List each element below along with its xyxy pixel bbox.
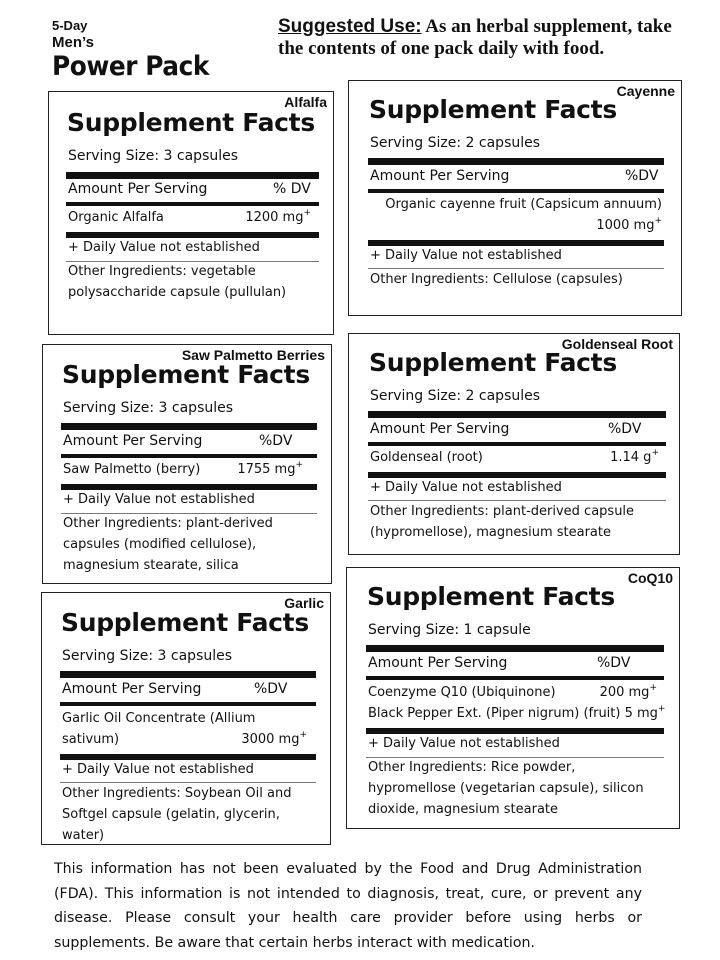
alfalfa-panel xyxy=(48,91,334,335)
panel-title: Supplement Facts xyxy=(61,608,309,637)
suggested-use xyxy=(278,16,698,60)
mens-label: Men’s xyxy=(52,34,94,51)
ingredient-name: Organic cayenne fruit (Capsicum annuum) xyxy=(385,197,662,212)
other-ingredients: magnesium stearate, silica xyxy=(63,558,239,573)
dv-header: %DV xyxy=(254,681,288,697)
panel-tag: Alfalfa xyxy=(284,94,327,110)
other-ingredients: capsules (modified cellulose), xyxy=(63,537,257,552)
dv-header: % DV xyxy=(273,181,311,197)
thick-rule xyxy=(366,645,664,652)
thick-rule xyxy=(61,423,317,430)
medium-rule xyxy=(66,202,319,206)
serving-size: Serving Size: 3 capsules xyxy=(63,400,234,416)
ingredient-name: Organic Alfalfa xyxy=(68,210,164,225)
other-ingredients: Other Ingredients: vegetable xyxy=(68,264,256,279)
five-day-label: 5-Day xyxy=(52,18,88,33)
ingredient-amount: 1000 mg+ xyxy=(596,216,662,233)
panel-tag: Cayenne xyxy=(616,83,675,99)
saw-palmetto-panel xyxy=(42,344,332,584)
amount-header: Amount Per Serving xyxy=(63,433,203,449)
thick-rule xyxy=(66,172,319,179)
goldenseal-panel xyxy=(348,333,680,555)
serving-size: Serving Size: 2 capsules xyxy=(370,388,541,404)
panel-title: Supplement Facts xyxy=(367,582,615,611)
ingredient-name: Coenzyme Q10 (Ubiquinone) xyxy=(368,685,556,700)
suggested-use-text: As an herbal supplement, take the contents of one pack daily with food. xyxy=(278,16,672,59)
medium-rule xyxy=(60,702,316,706)
suggested-use-label: Suggested Use: xyxy=(278,16,422,37)
other-ingredients: Other Ingredients: Rice powder, xyxy=(368,760,576,775)
other-ingredients: water) xyxy=(62,828,105,843)
dv-note: + Daily Value not established xyxy=(368,736,560,751)
panel-title: Supplement Facts xyxy=(67,108,315,137)
ingredient-name: Black Pepper Ext. (Piper nigrum) (fruit) 5 mg+ xyxy=(368,704,666,721)
panel-title: Supplement Facts xyxy=(369,95,617,124)
amount-header: Amount Per Serving xyxy=(62,681,202,697)
panel-tag: Saw Palmetto Berries xyxy=(181,347,325,363)
amount-header: Amount Per Serving xyxy=(370,421,510,437)
dv-note: + Daily Value not established xyxy=(62,762,254,777)
thick-rule xyxy=(368,158,664,165)
product-title: Power Pack xyxy=(52,51,209,82)
dv-header: %DV xyxy=(625,168,659,184)
serving-size: Serving Size: 2 capsules xyxy=(370,135,541,151)
serving-size: Serving Size: 3 capsules xyxy=(62,648,233,664)
dv-header: %DV xyxy=(608,421,642,437)
dv-note: + Daily Value not established xyxy=(370,248,562,263)
ingredient-name: Garlic Oil Concentrate (Allium xyxy=(62,711,256,726)
serving-size: Serving Size: 1 capsule xyxy=(368,622,531,638)
ingredient-amount: 1.14 g+ xyxy=(610,448,659,465)
thick-rule xyxy=(60,671,316,678)
ingredient-name: sativum) xyxy=(62,732,120,747)
other-ingredients: Other Ingredients: plant-derived capsule xyxy=(370,504,635,519)
serving-size: Serving Size: 3 capsules xyxy=(68,148,239,164)
ingredient-name: Saw Palmetto (berry) xyxy=(63,462,201,477)
panel-tag: Garlic xyxy=(284,595,324,611)
other-ingredients: dioxide, magnesium stearate xyxy=(368,802,559,817)
ingredient-amount: 1200 mg+ xyxy=(245,208,311,225)
amount-header: Amount Per Serving xyxy=(368,655,508,671)
coq10-panel xyxy=(346,567,680,829)
amount-header: Amount Per Serving xyxy=(68,181,208,197)
medium-rule xyxy=(368,189,664,193)
thin-rule xyxy=(60,782,316,783)
other-ingredients: (hypromellose), magnesium stearate xyxy=(370,525,611,540)
ingredient-amount: 3000 mg+ xyxy=(241,730,307,747)
panel-title: Supplement Facts xyxy=(62,360,310,389)
product-header xyxy=(52,18,223,82)
fda-disclaimer: This information has not been evaluated by the Food and Drug Administration (FDA). This information is not intended to diagnosis, treat, cure, or prevent any disease. Please consult your health care provider before using herbs or supplements. Be aware that certain herbs interact with medication. xyxy=(54,861,642,951)
panel-tag: Goldenseal Root xyxy=(561,336,673,352)
amount-header: Amount Per Serving xyxy=(370,168,510,184)
medium-rule xyxy=(368,442,666,446)
other-ingredients: hypromellose (vegetarian capsule), silicon xyxy=(368,781,644,796)
medium-rule xyxy=(61,454,317,458)
other-ingredients: Other Ingredients: plant-derived xyxy=(63,516,273,531)
other-ingredients: Other Ingredients: Cellulose (capsules) xyxy=(370,272,623,287)
dv-header: %DV xyxy=(259,433,293,449)
cayenne-panel xyxy=(348,80,682,316)
garlic-panel xyxy=(41,592,331,845)
dv-note: + Daily Value not established xyxy=(370,480,562,495)
medium-rule xyxy=(366,676,664,680)
ingredient-amount: 200 mg+ xyxy=(599,683,657,700)
ingredient-name: Goldenseal (root) xyxy=(370,450,483,465)
dv-header: %DV xyxy=(597,655,631,671)
other-ingredients: Softgel capsule (gelatin, glycerin, xyxy=(62,807,280,822)
dv-note: + Daily Value not established xyxy=(68,240,260,255)
other-ingredients: Other Ingredients: Soybean Oil and xyxy=(62,786,292,801)
thin-rule xyxy=(368,500,666,501)
dv-note: + Daily Value not established xyxy=(63,492,255,507)
thick-rule xyxy=(368,411,666,418)
ingredient-amount: 1755 mg+ xyxy=(237,460,303,477)
panel-title: Supplement Facts xyxy=(369,348,617,377)
other-ingredients: polysaccharide capsule (pullulan) xyxy=(68,285,287,300)
thin-rule xyxy=(368,268,664,269)
panel-tag: CoQ10 xyxy=(627,570,673,586)
